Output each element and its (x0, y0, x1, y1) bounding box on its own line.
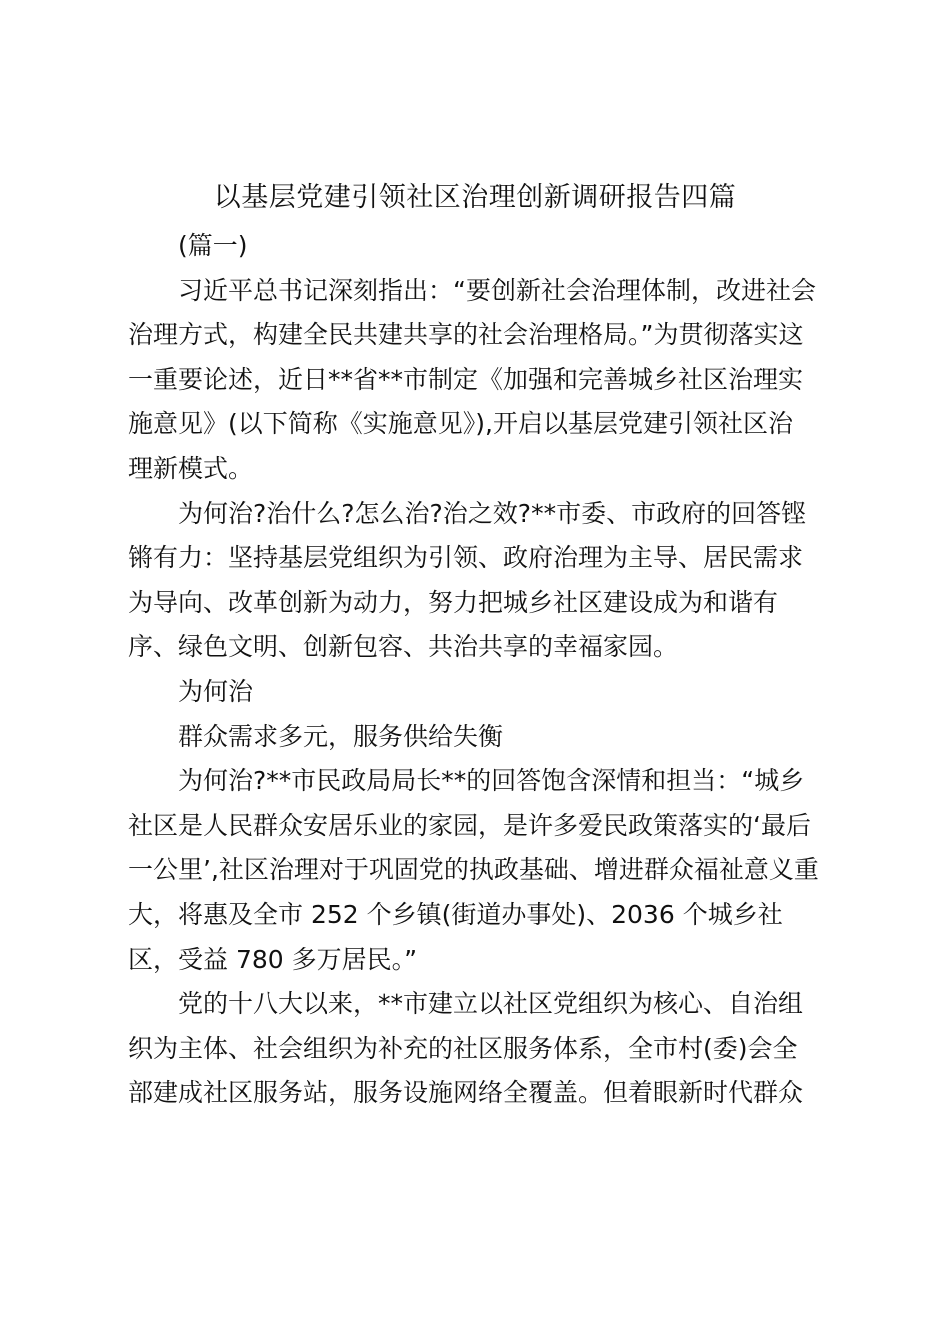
paragraph-line: 部建成社区服务站，服务设施网络全覆盖。但着眼新时代群众 (128, 1078, 804, 1108)
paragraph-line: 一公里’,社区治理对于巩固党的执政基础、增进群众福祉意义重 (128, 855, 819, 885)
paragraph-line: 为导向、改革创新为动力，努力把城乡社区建设成为和谐有 (128, 587, 779, 617)
paragraph-line: 党的十八大以来，**市建立以社区党组织为核心、自治组 (178, 989, 804, 1019)
paragraph-line: 治理方式，构建全民共建共享的社会治理格局。”为贯彻落实这 (128, 320, 804, 350)
paragraph-line: 区，受益 780 多万居民。” (128, 944, 418, 974)
section-heading: 为何治 (178, 676, 254, 706)
paragraph-line: 序、绿色文明、创新包容、共治共享的幸福家园。 (128, 632, 679, 662)
paragraph-line: 习近平总书记深刻指出：“要创新社会治理体制，改进社会 (178, 275, 816, 305)
paragraph-line: 一重要论述，近日**省**市制定《加强和完善城乡社区治理实 (128, 364, 804, 394)
paragraph-line: 社区是人民群众安居乐业的家园，是许多爱民政策落实的‘最后 (128, 810, 811, 840)
paragraph-line: 锵有力：坚持基层党组织为引领、政府治理为主导、居民需求 (128, 543, 804, 573)
paragraph-line: 施意见》(以下简称《实施意见》),开启以基层党建引领社区治 (128, 409, 793, 439)
section-label: (篇一) (178, 231, 248, 260)
paragraph-line: 理新模式。 (128, 453, 254, 483)
paragraph-line: 为何治?治什么?怎么治?治之效?**市委、市政府的回答铿 (178, 498, 807, 528)
paragraph-line: 为何治?**市民政局局长**的回答饱含深情和担当：“城乡 (178, 766, 805, 796)
paragraph-line: 织为主体、社会组织为补充的社区服务体系，全市村(委)会全 (128, 1033, 798, 1063)
document-body (128, 224, 834, 1116)
section-subheading: 群众需求多元，服务供给失衡 (178, 721, 504, 751)
document-title: 以基层党建引领社区治理创新调研报告四篇 (213, 182, 737, 213)
paragraph-line: 大，将惠及全市 252 个乡镇(街道办事处)、2036 个城乡社 (128, 899, 783, 929)
